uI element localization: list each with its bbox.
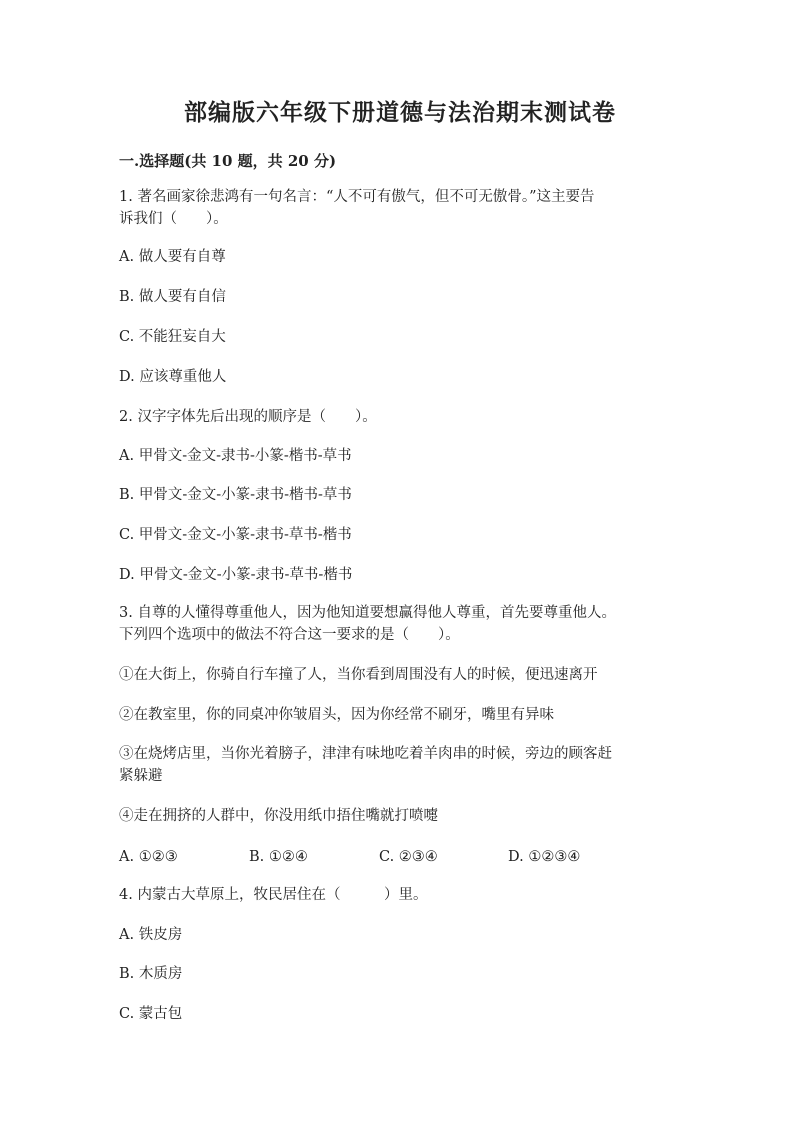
question-3-stem-line-2: 下列四个选项中的做法不符合这一要求的是（ ）。 bbox=[119, 627, 460, 643]
question-1-stem-line-1: 1. 著名画家徐悲鸿有一句名言：“人不可有傲气，但不可无傲骨。”这主要告 bbox=[119, 189, 595, 205]
question-3-options-row bbox=[0, 846, 800, 868]
section-heading: 一.选择题(共 10 题，共 20 分) bbox=[119, 152, 337, 170]
question-3-option-b: B. ①②④ bbox=[249, 849, 308, 865]
question-1-option-b: B. 做人要有自信 bbox=[119, 289, 226, 305]
question-1-option-d: D. 应该尊重他人 bbox=[119, 369, 227, 385]
question-3-option-d: D. ①②③④ bbox=[508, 849, 581, 865]
question-3-stem-line-1: 3. 自尊的人懂得尊重他人，因为他知道要想赢得他人尊重，首先要尊重他人。 bbox=[119, 605, 616, 621]
question-3-item-3-line-2: 紧躲避 bbox=[119, 768, 163, 784]
question-1-stem-line-2: 诉我们（ ）。 bbox=[119, 211, 228, 227]
question-2-option-a: A. 甲骨文-金文-隶书-小篆-楷书-草书 bbox=[119, 448, 352, 464]
question-3-item-4: ④走在拥挤的人群中，你没用纸巾捂住嘴就打喷嚏 bbox=[119, 808, 438, 824]
question-4-option-b: B. 木质房 bbox=[119, 966, 183, 982]
question-2-option-c: C. 甲骨文-金文-小篆-隶书-草书-楷书 bbox=[119, 527, 352, 543]
question-1-option-a: A. 做人要有自尊 bbox=[119, 249, 226, 265]
question-4-option-c: C. 蒙古包 bbox=[119, 1006, 183, 1022]
question-3-option-a: A. ①②③ bbox=[119, 849, 178, 865]
question-2-stem: 2. 汉字字体先后出现的顺序是（ ）。 bbox=[119, 409, 377, 425]
question-3-item-1: ①在大街上，你骑自行车撞了人，当你看到周围没有人的时候，便迅速离开 bbox=[119, 667, 598, 683]
question-1-option-c: C. 不能狂妄自大 bbox=[119, 329, 226, 345]
page-title: 部编版六年级下册道德与法治期末测试卷 bbox=[184, 99, 616, 126]
question-2-option-b: B. 甲骨文-金文-小篆-隶书-楷书-草书 bbox=[119, 487, 352, 503]
question-3-option-c: C. ②③④ bbox=[379, 849, 438, 865]
question-3-item-2: ②在教室里，你的同桌冲你皱眉头，因为你经常不刷牙，嘴里有异味 bbox=[119, 707, 554, 723]
question-3-item-3-line-1: ③在烧烤店里，当你光着膀子，津津有味地吃着羊肉串的时候，旁边的顾客赶 bbox=[119, 746, 612, 762]
question-4-stem: 4. 内蒙古大草原上，牧民居住在（ ）里。 bbox=[119, 887, 428, 903]
question-2-option-d: D. 甲骨文-金文-小篆-隶书-草书-楷书 bbox=[119, 567, 353, 583]
question-4-option-a: A. 铁皮房 bbox=[119, 927, 183, 943]
